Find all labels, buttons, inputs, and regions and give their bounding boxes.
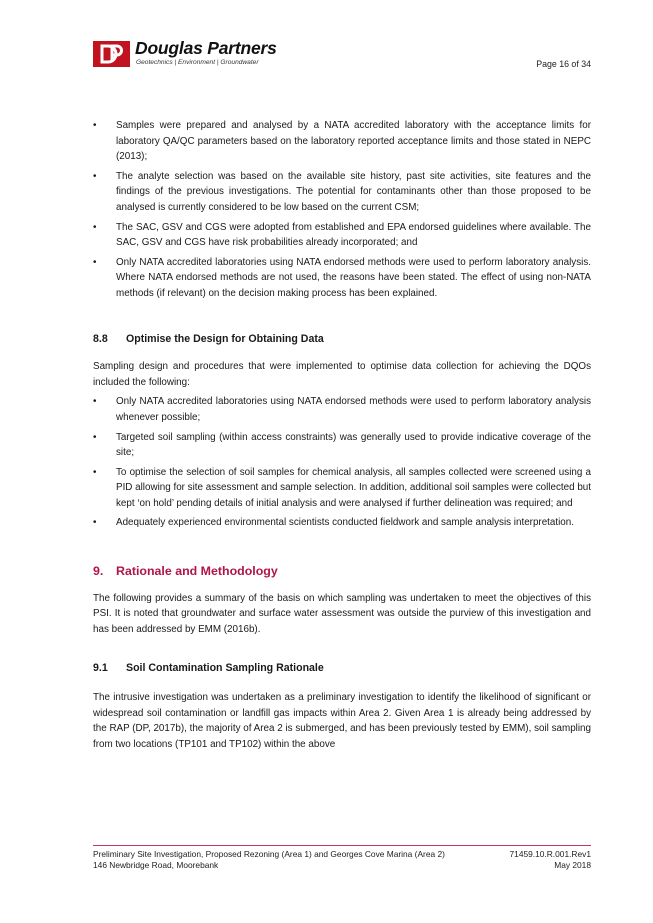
footer-report-ref: 71459.10.R.001.Rev1: [509, 849, 591, 859]
section-9-1-body: The intrusive investigation was undertaken as a preliminary investigation to identify the likelihood of significant or widespread soil contamination or landfill gas impacts within Area 2. Given Area 1 is already being addressed by the RAP (DP, 2017b), the majority of Area 2 is submerged, and has been previously tested by EMM), soil sampling from two locations (TP101 and TP102) within the above: [93, 692, 591, 750]
list-item: • To optimise the selection of soil samples for chemical analysis, all samples collected were screened using a PID allowing for site assessment and sample selection. In addition, additional soil samples were collected but kept ‘on hold’ pending details of initial analysis and were analysed if further delineation was required; and: [93, 465, 591, 512]
section-title: Optimise the Design for Obtaining Data: [126, 332, 324, 345]
section-heading-8-8: [93, 332, 591, 348]
footer-date: May 2018: [554, 860, 591, 870]
section-title: Rationale and Methodology: [116, 564, 278, 579]
page-number: Page 16 of 34: [536, 59, 591, 69]
section-heading-9-1: [93, 661, 591, 677]
list-item: • The analyte selection was based on the available site history, past site activities, site features and the findings of the previous investigations. The potential for contaminants other than those proposed to be analysed is currently considered to be low based on the current CSM;: [93, 169, 591, 216]
section-8-8-bullet-list: [93, 394, 591, 531]
douglas-partners-logo-icon: [93, 41, 130, 67]
section-number: 9.: [93, 564, 104, 579]
list-item: • Adequately experienced environmental scientists conducted fieldwork and sample analysis interpretation.: [93, 515, 591, 531]
section-9-body: The following provides a summary of the basis on which sampling was undertaken to meet the objectives of this PSI. It is noted that groundwater and surface water assessment was outside the purview of this investigation and has been addressed by EMM (2016b).: [93, 592, 591, 635]
brand-name: Douglas Partners: [135, 38, 277, 58]
footer-report-title: Preliminary Site Investigation, Proposed Rezoning (Area 1) and Georges Cove Marina (Area 2): [93, 849, 445, 859]
list-item: • The SAC, GSV and CGS were adopted from established and EPA endorsed guidelines where available. The SAC, GSV and CGS have risk probabilities already incorporated; and: [93, 220, 591, 251]
list-item: • Samples were prepared and analysed by a NATA accredited laboratory with the acceptance limits for laboratory QA/QC parameters based on the laboratory reported acceptance limits and those stated in NEPC (2013);: [93, 118, 591, 165]
brand-tagline: Geotechnics | Environment | Groundwater: [136, 59, 259, 66]
section-heading-9: [93, 564, 591, 580]
list-item: • Only NATA accredited laboratories using NATA endorsed methods were used to perform laboratory analysis whenever possible;: [93, 394, 591, 425]
page-header: [93, 40, 591, 72]
page-footer: [93, 849, 591, 871]
intro-bullet-list: [93, 118, 591, 302]
section-title: Soil Contamination Sampling Rationale: [126, 662, 324, 675]
footer-divider: [93, 845, 591, 846]
section-number: 9.1: [93, 662, 108, 675]
document-body: [93, 118, 591, 752]
list-item: • Only NATA accredited laboratories using NATA endorsed methods were used to perform laboratory analysis. Where NATA endorsed methods are not used, the reasons have been stated. The effect of using non-NATA methods (if relevant) on the decision making process has been explained.: [93, 255, 591, 302]
list-item: • Targeted soil sampling (within access constraints) was generally used to provide indicative coverage of the site;: [93, 430, 591, 461]
section-8-8-lead: Sampling design and procedures that were implemented to optimise data collection for achieving the DQOs included the following:: [93, 361, 591, 388]
section-number: 8.8: [93, 332, 108, 345]
footer-address: 146 Newbridge Road, Moorebank: [93, 860, 219, 870]
